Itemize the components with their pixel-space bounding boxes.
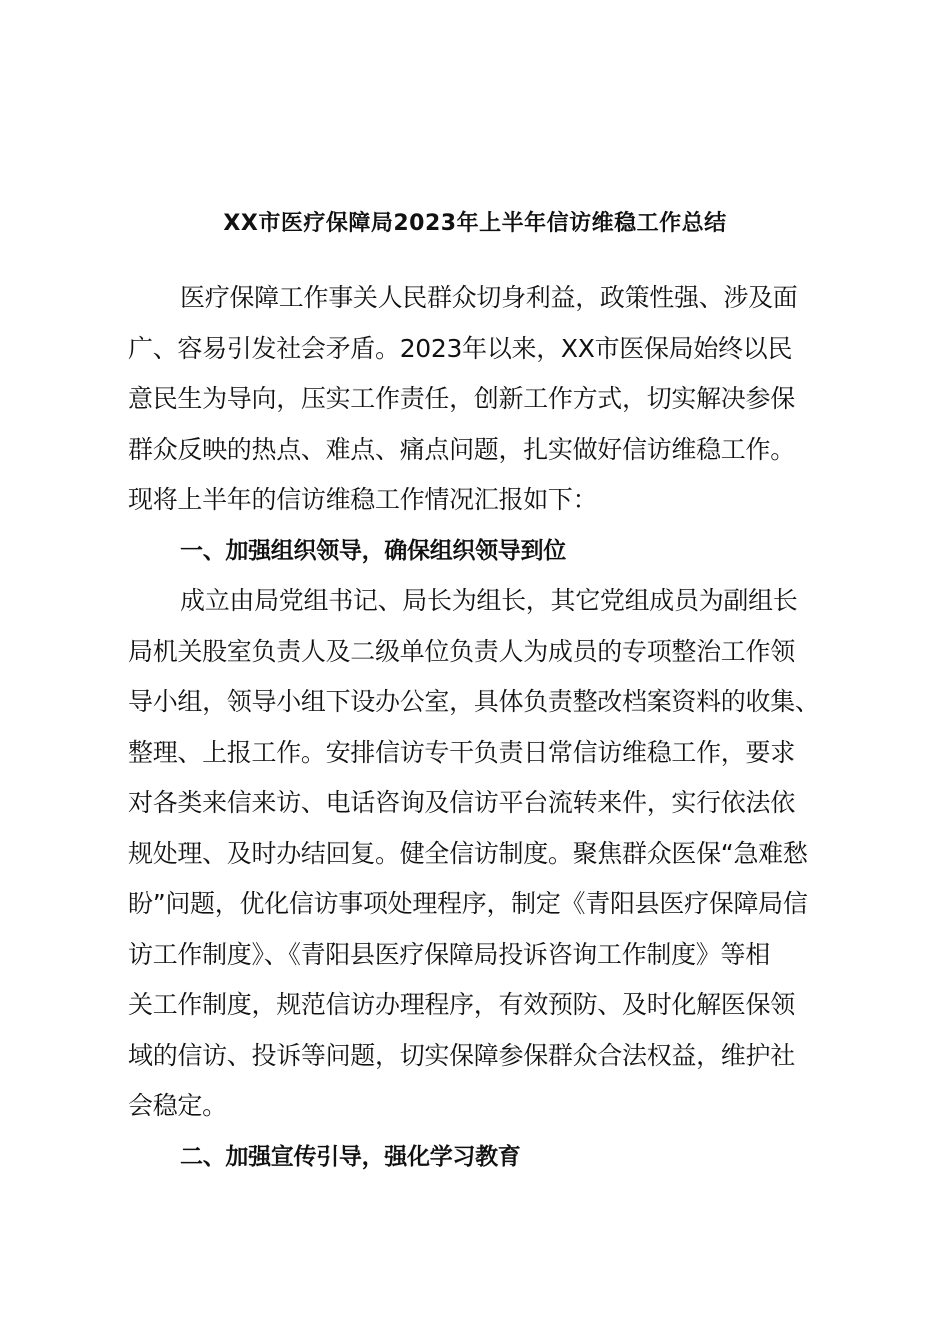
paragraph-line: 成立由局党组书记、局长为组长，其它党组成员为副组长 — [180, 586, 798, 615]
paragraph-line: 意民生为导向，压实工作责任，创新工作方式，切实解决参保 — [128, 384, 795, 413]
paragraph-line: 整理、上报工作。安排信访专干负责日常信访维稳工作，要求 — [128, 737, 795, 767]
paragraph-line: 局机关股室负责人及二级单位负责人为成员的专项整治工作领 — [128, 636, 795, 666]
paragraph-line: 现将上半年的信访维稳工作情况汇报如下： — [128, 485, 598, 514]
paragraph-line: 群众反映的热点、难点、痛点问题，扎实做好信访维稳工作。 — [128, 434, 795, 464]
paragraph-line: 会稳定。 — [128, 1091, 227, 1120]
paragraph-line: 广、容易引发社会矛盾。2023年以来，XX市医保局始终以民 — [128, 333, 793, 363]
section-heading: 一、加强组织领导，确保组织领导到位 — [180, 537, 566, 564]
paragraph-line: 医疗保障工作事关人民群众切身利益，政策性强、涉及面 — [180, 283, 798, 312]
paragraph-line: 导小组，领导小组下设办公室，具体负责整改档案资料的收集、 — [128, 687, 820, 716]
paragraph-line: 对各类来信来访、电话咨询及信访平台流转来件，实行依法依 — [128, 788, 795, 817]
paragraph-line: 域的信访、投诉等问题，切实保障参保群众合法权益，维护社 — [128, 1040, 795, 1070]
paragraph-line: 规处理、及时办结回复。健全信访制度。聚焦群众医保“急难愁 — [128, 838, 808, 868]
document-body — [128, 281, 848, 1190]
paragraph-line: 盼”问题，优化信访事项处理程序，制定《青阳县医疗保障局信 — [128, 889, 808, 918]
section-heading: 二、加强宣传引导，强化学习教育 — [180, 1143, 521, 1170]
paragraph-line: 关工作制度，规范信访办理程序，有效预防、及时化解医保领 — [128, 990, 795, 1019]
paragraph-line: 访工作制度》、《青阳县医疗保障局投诉咨询工作制度》等相 — [128, 939, 770, 969]
document-title: XX市医疗保障局2023年上半年信访维稳工作总结 — [223, 211, 727, 236]
